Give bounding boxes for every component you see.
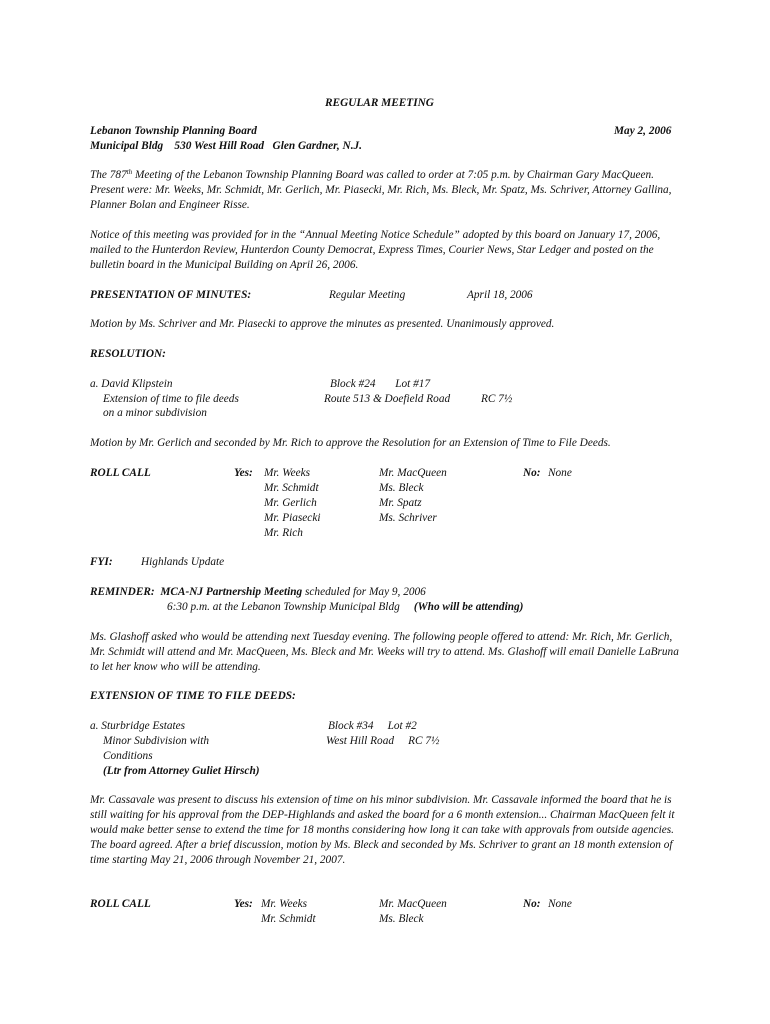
minutes-heading: PRESENTATION OF MINUTES: [90, 289, 252, 301]
resolution-item-line3: on a minor subdivision [103, 407, 207, 419]
extension-heading: EXTENSION OF TIME TO FILE DEEDS: [90, 690, 296, 702]
roll-call-member: Mr. Weeks [264, 467, 311, 479]
reminder-event: MCA-NJ Partnership Meeting [160, 586, 303, 598]
resolution-heading: RESOLUTION: [90, 348, 166, 360]
resolution-block-lot: Block #24 Lot #17 [330, 378, 431, 390]
roll-call-member: Mr. MacQueen [379, 898, 447, 910]
fyi-label: FYI: [90, 556, 113, 568]
roll-call-member: Mr. Gerlich [264, 497, 317, 509]
extension-item-line2: Minor Subdivision with [103, 735, 210, 747]
roll-call-yes-col1 [261, 897, 316, 927]
roll-call-member: Mr. Schmidt [264, 482, 319, 494]
reminder-label: REMINDER: [90, 586, 155, 598]
resolution-motion: Motion by Mr. Gerlich and seconded by Mr. Rich to approve the Resolution for an Extension of Time to File Deeds. [90, 437, 611, 449]
roll-call-member: Ms. Schriver [379, 512, 437, 524]
reminder-time-place: 6:30 p.m. at the Lebanon Township Municipal Bldg [167, 601, 400, 613]
roll-call-no-label: No: [523, 467, 541, 479]
meeting-date: May 2, 2006 [614, 125, 672, 137]
minutes-motion: Motion by Ms. Schriver and Mr. Piasecki to approve the minutes as presented. Unanimously approved. [90, 318, 555, 330]
reminder-scheduled: scheduled for May 9, 2006 [302, 586, 426, 598]
roll-call-member: Mr. Rich [264, 527, 303, 539]
opening-paragraph [90, 168, 682, 213]
reminder-line2 [167, 600, 523, 615]
roll-call-yes-col2 [379, 897, 447, 927]
roll-call-no-label: No: [523, 898, 541, 910]
roll-call-label: ROLL CALL [90, 467, 151, 479]
roll-call-member: Mr. Weeks [261, 898, 308, 910]
reminder-paragraph: Ms. Glashoff asked who would be attending next Tuesday evening. The following people offered to attend: Mr. Rich, Mr. Gerlich, Mr. Schmidt will attend and Mr. MacQueen, Ms. Bleck and Mr. Weeks will try to attend. Ms. Glashoff will email Danielle LaBruna to let her know who will be attending. [90, 631, 679, 673]
fyi-text: Highlands Update [141, 556, 225, 568]
roll-call-member: Ms. Bleck [379, 482, 424, 494]
roll-call-no-value: None [548, 467, 572, 479]
extension-paragraph: Mr. Cassavale was present to discuss his extension of time on his minor subdivision. Mr. Cassavale informed the board that he is still waiting for his approval from the DEP-Highlands and asked the board for a 6 month extension... Chairman MacQueen felt it would make better sense to extend the time for 18 months considering how long it can take with approvals from outside agencies. The board agreed. After a brief discussion, motion by Ms. Bleck and seconded by Ms. Schriver to grant an 18 month extension of time starting May 21, 2006 through November 21, 2007. [90, 794, 675, 866]
reminder-attending: (Who will be attending) [413, 601, 524, 613]
opening-sup: th [126, 168, 133, 176]
resolution-item-line2: Extension of time to file deeds [103, 393, 239, 405]
minutes-date: April 18, 2006 [467, 289, 533, 301]
extension-item-line3: Conditions [103, 750, 153, 762]
resolution-zone: RC 7½ [481, 393, 513, 405]
roll-call-member: Mr. MacQueen [379, 467, 447, 479]
notice-paragraph: Notice of this meeting was provided for in the “Annual Meeting Notice Schedule” adopted by this board on January 17, 2006, mailed to the Hunterdon Review, Hunterdon County Democrat, Express Times, Courier News, Star Ledger and posted on the bulletin board in the Municipal Building on April 26, 2006. [90, 229, 661, 271]
roll-call-member: Mr. Piasecki [264, 512, 321, 524]
roll-call-yes-col1 [264, 466, 320, 541]
roll-call-label: ROLL CALL [90, 898, 151, 910]
roll-call-no-value: None [548, 898, 572, 910]
reminder-line [90, 585, 426, 600]
resolution-item: a. David Klipstein [90, 378, 173, 390]
page-title: REGULAR MEETING [325, 97, 434, 109]
roll-call-yes-label: Yes: [234, 898, 253, 910]
roll-call-yes-label: Yes: [234, 467, 253, 479]
board-name: Lebanon Township Planning Board [90, 125, 257, 137]
roll-call-member: Mr. Schmidt [261, 913, 316, 925]
extension-item-line4: (Ltr from Attorney Guliet Hirsch) [103, 765, 260, 777]
extension-item: a. Sturbridge Estates [90, 720, 186, 732]
extension-block-lot: Block #34 Lot #2 [328, 720, 417, 732]
resolution-location: Route 513 & Doefield Road [324, 393, 451, 405]
opening-pre: The 787 [90, 169, 127, 181]
roll-call-member: Mr. Spatz [379, 497, 422, 509]
roll-call-yes-col2 [379, 466, 447, 526]
extension-location: West Hill Road RC 7½ [326, 735, 440, 747]
roll-call-member: Ms. Bleck [379, 913, 424, 925]
minutes-type: Regular Meeting [329, 289, 406, 301]
opening-post: Meeting of the Lebanon Township Planning Board was called to order at 7:05 p.m. by Chairman Gary MacQueen. Present were: Mr. Weeks, Mr. Schmidt, Mr. Gerlich, Mr. Piasecki, Mr. Rich, Ms. Bleck, Mr. Spatz, Ms. Schriver, Attorney Gallina, Planner Bolan and Engineer Risse. [90, 169, 672, 211]
meeting-address: Municipal Bldg 530 West Hill Road Glen Gardner, N.J. [90, 140, 362, 152]
